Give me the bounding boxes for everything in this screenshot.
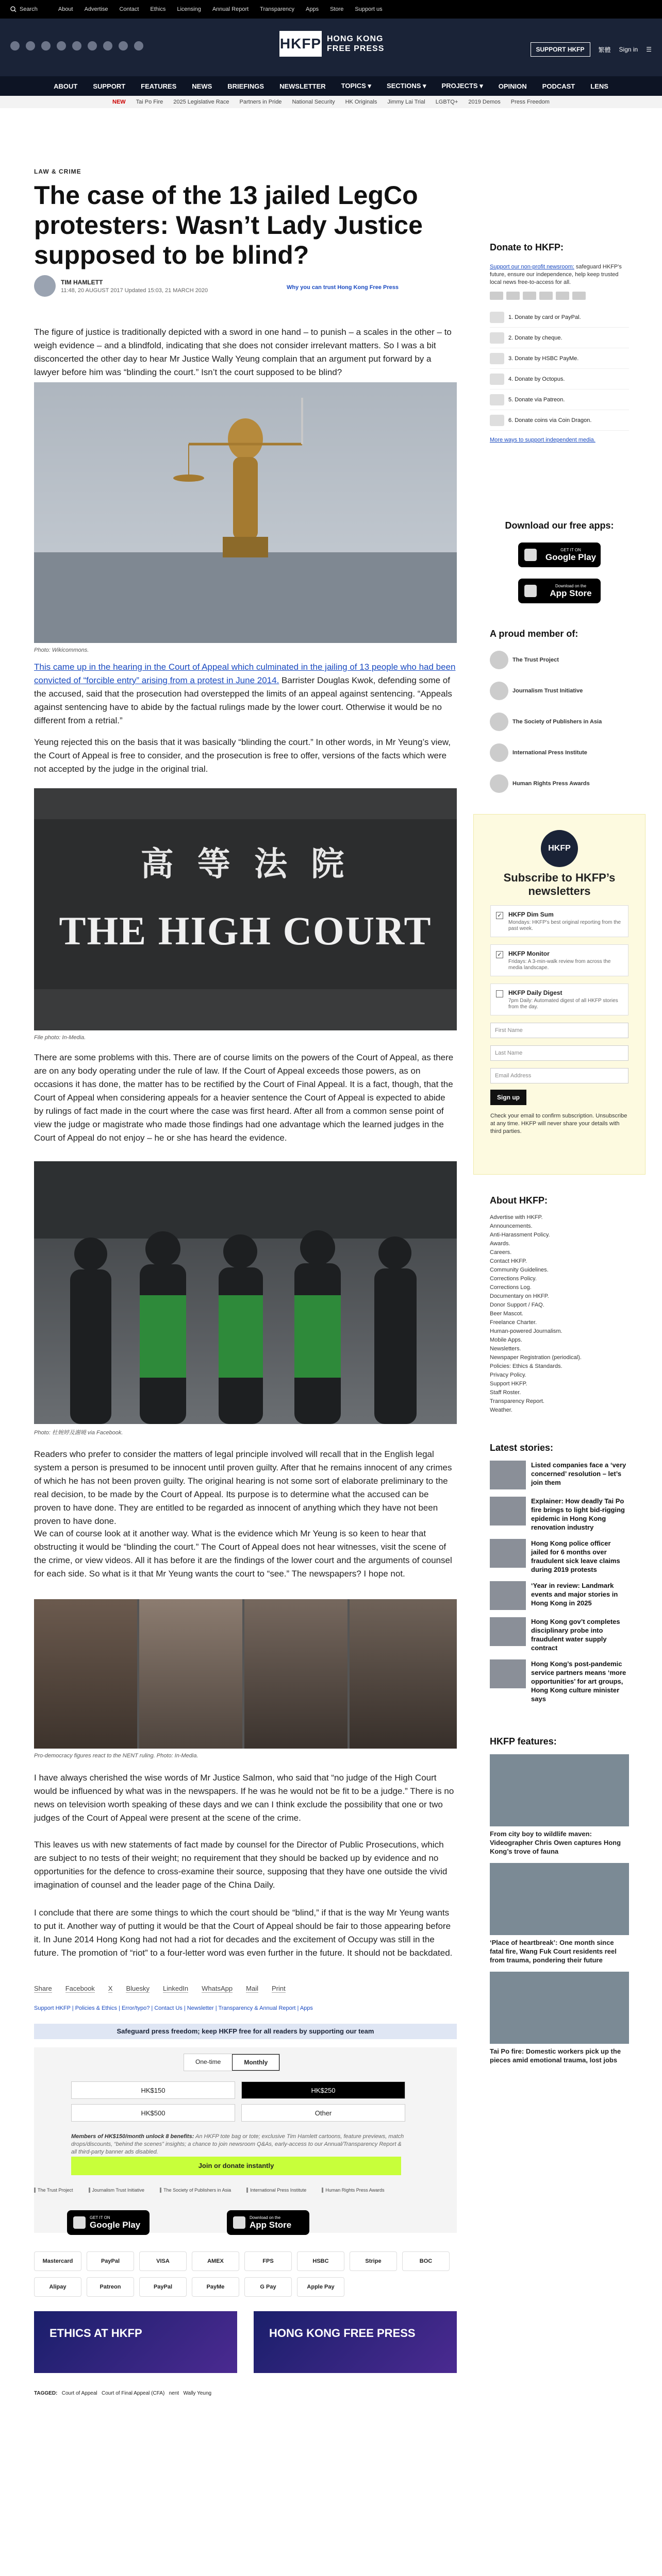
step-label: 4. Donate by Octopus.: [508, 376, 565, 382]
safeguard-banner[interactable]: Safeguard press freedom; keep HKFP free for all readers by supporting our team: [34, 2024, 457, 2039]
ipi-icon: [490, 743, 508, 762]
search-icon: [10, 6, 16, 12]
sign-in-link[interactable]: Sign in: [619, 46, 638, 53]
card-icon: [539, 292, 553, 300]
sidebar-heading: Download our free apps:: [505, 520, 614, 531]
app-store-badge[interactable]: [227, 2210, 309, 2235]
about-links: [490, 1213, 629, 1415]
amount-option[interactable]: HK$500: [71, 2104, 235, 2122]
email-icon[interactable]: [119, 41, 128, 50]
more-ways-link[interactable]: More ways to support independent media.: [490, 437, 595, 443]
about-link[interactable]: Documentary on HKFP.: [490, 1293, 549, 1299]
trending-link[interactable]: 2019 Demos: [468, 99, 501, 105]
story-title: Hong Kong’s post-pandemic service partners means ‘more opportunities’ for art groups, Hong Kong culture minister says: [531, 1660, 626, 1703]
story-thumbnail: [490, 1497, 526, 1526]
bluesky-icon[interactable]: [72, 41, 81, 50]
nav-about[interactable]: ABOUT: [54, 82, 78, 90]
nav-news[interactable]: NEWS: [192, 82, 212, 90]
membership-logo[interactable]: [490, 742, 629, 763]
newsletter-signup: [473, 814, 646, 1175]
membership-name: The Trust Project: [512, 657, 559, 663]
toplink-support[interactable]: Support us: [355, 6, 383, 12]
logo-line1: HONG KONG: [327, 35, 384, 43]
payment-logo[interactable]: Apple Pay: [297, 2277, 344, 2297]
support-links[interactable]: Support HKFP | Policies & Ethics | Error/typo? | Contact Us | Newsletter | Transparency & Annual Report | Apps: [34, 2005, 313, 2011]
one-time-tab[interactable]: One-time: [195, 2058, 221, 2065]
photo-caption: File photo: In-Media.: [34, 1035, 86, 1041]
about-link[interactable]: Careers.: [490, 1249, 512, 1256]
step-icon: [490, 353, 504, 364]
facebook-icon[interactable]: [26, 41, 35, 50]
tagged-label: TAGGED:: [34, 2391, 58, 2396]
nav-lens[interactable]: LENS: [590, 82, 608, 90]
about-link[interactable]: Newsletters.: [490, 1346, 521, 1352]
about-link[interactable]: Contact HKFP.: [490, 1258, 527, 1264]
google-play-icon: [524, 549, 537, 561]
threads-icon[interactable]: [57, 41, 66, 50]
donate-step[interactable]: [490, 369, 629, 389]
step-icon: [490, 415, 504, 426]
payment-logo[interactable]: FPS: [244, 2251, 292, 2271]
payment-logo[interactable]: AMEX: [192, 2251, 239, 2271]
checkbox[interactable]: ✓: [496, 912, 503, 919]
payment-logo[interactable]: VISA: [139, 2251, 187, 2271]
nav-newsletter[interactable]: NEWSLETTER: [279, 82, 326, 90]
tag-link[interactable]: Court of Appeal: [61, 2391, 97, 2396]
story-thumbnail: [490, 1461, 526, 1489]
payment-logo[interactable]: HSBC: [297, 2251, 344, 2271]
main-nav: [0, 76, 662, 96]
latest-story[interactable]: [490, 1659, 629, 1703]
feature-story[interactable]: [490, 1972, 629, 2064]
paragraph: I conclude that there are some things to which the court should be “blind,” if that is the way Mr Yeung wants to put it. Another way of putting it would be that the Court of Appeal should be fair to those appearing before it. In June 2014 Hong Kong had not had a riot for decades and the excitement of Occupy was still in the future. The promotion of “riot” to a four-letter word was even further in the future. It should not be backdated.: [34, 1908, 453, 1958]
amount-option[interactable]: HK$150: [71, 2081, 235, 2099]
donate-step[interactable]: [490, 348, 629, 369]
press-logo[interactable]: The Society of Publishers in Asia: [160, 2188, 231, 2193]
feature-image: [490, 1754, 629, 1826]
frequency-toggle: [184, 2054, 280, 2071]
card-icon: [572, 292, 586, 300]
sidebar-heading: HKFP features:: [490, 1736, 557, 1747]
story-title: Listed companies face a ‘very concerned’ resolution – let’s join them: [531, 1461, 626, 1486]
logo-mark: HKFP: [279, 31, 322, 57]
about-link[interactable]: Corrections Log.: [490, 1284, 532, 1291]
share-x[interactable]: X: [108, 1985, 113, 1992]
step-label: 1. Donate by card or PayPal.: [508, 314, 581, 320]
sidebar-latest: [490, 1443, 629, 1703]
latest-story[interactable]: [490, 1581, 629, 1610]
step-label: 3. Donate by HSBC PayMe.: [508, 355, 579, 362]
payment-logo[interactable]: G Pay: [244, 2277, 292, 2297]
membership-name: Journalism Trust Initiative: [512, 688, 583, 694]
about-link[interactable]: Staff Roster.: [490, 1389, 521, 1396]
badge-small-text: GET IT ON: [90, 2215, 110, 2220]
share-facebook[interactable]: Facebook: [65, 1985, 95, 1992]
header-actions: [531, 42, 652, 57]
paragraph: I have always cherished the wise words of Mr Justice Salmon, who said that “no judge of the High Court would be influenced by what was in the newspapers. If he was he would not be fit to be a judge.” There is no news on television worth speaking of these days and we can I think exclude the possibility that one or two judges of the Court of Appeal were present at the scene of the crime.: [34, 1773, 454, 1823]
about-link[interactable]: Freelance Charter.: [490, 1319, 537, 1326]
nav-features[interactable]: FEATURES: [141, 82, 177, 90]
badge-big-text: App Store: [250, 2219, 292, 2230]
membership-logo[interactable]: [490, 711, 629, 732]
story-thumbnail: [490, 1539, 526, 1568]
trending-nav: [0, 96, 662, 108]
sidebar-donate: [490, 242, 629, 443]
logo-text: [327, 34, 384, 54]
collage-photo: [244, 1599, 347, 1749]
paragraph-text: Barrister Douglas Kwok, defending some of the accused, said that the prosecution had overstepped the limits of an appeal against sentencing. “Appeals against sentencing have to abide by the factual rulings made by the lower court. Otherwise it would be no different from a retrial.”: [34, 675, 452, 725]
about-link[interactable]: Support HKFP.: [490, 1381, 527, 1387]
language-switch[interactable]: 繁體: [598, 46, 611, 54]
membership-name: Human Rights Press Awards: [512, 781, 590, 787]
about-link[interactable]: Newspaper Registration (periodical).: [490, 1354, 582, 1361]
about-link[interactable]: Community Guidelines.: [490, 1267, 549, 1273]
badge-big-text: Google Play: [545, 552, 597, 562]
apple-icon: [233, 2216, 245, 2229]
paragraph: [34, 660, 457, 727]
trending-link[interactable]: National Security: [292, 99, 335, 105]
share-linkedin[interactable]: LinkedIn: [163, 1985, 189, 1992]
sign-up-button[interactable]: Sign up: [490, 1090, 526, 1105]
author-name[interactable]: TIM HAMLETT: [61, 278, 103, 286]
paragraph: There are some problems with this. There are of course limits on the powers of the Court of Appeal, as there are on any body operating under the rule of law. If the Court of Appeal exceeds those powers, as on occasions it has done, the matter has to be rectified by the Court of Final Appeal. It is a fact, though, that the Court of Appeal when considering appeals for a heavier sentence the Court of Appeal is expected to abide by rulings of fact made in the court where the case was first heard. After all from a common sense point of view the judge or magistrate who made those findings had one advantage which the learned judges in the Court of Appeal do not enjoy – he or she has heard the evidence.: [34, 1053, 454, 1143]
card-icon: [506, 292, 520, 300]
membership-note-bold: Members of HK$150/month unlock 8 benefits:: [71, 2133, 194, 2140]
trending-link[interactable]: Press Freedom: [510, 99, 550, 105]
tag-link[interactable]: nent: [169, 2391, 179, 2396]
toplink-annual-report[interactable]: Annual Report: [212, 6, 249, 12]
ethics-promo-banner[interactable]: ETHICS AT HKFP: [34, 2311, 237, 2373]
app-store-badge[interactable]: [518, 579, 601, 603]
sopa-icon: [490, 713, 508, 731]
top-utility-bar: [0, 0, 662, 19]
lady-justice-photo: [34, 382, 457, 643]
about-link[interactable]: Advertise with HKFP.: [490, 1214, 543, 1221]
step-icon: [490, 394, 504, 405]
feature-story[interactable]: [490, 1754, 629, 1856]
membership-logo[interactable]: [490, 650, 629, 670]
toplink-apps[interactable]: Apps: [306, 6, 319, 12]
nav-support[interactable]: SUPPORT: [93, 82, 126, 90]
support-hkfp-button[interactable]: SUPPORT HKFP: [531, 42, 590, 57]
sidebar-heading: Latest stories:: [490, 1443, 554, 1453]
about-link[interactable]: Beer Mascot.: [490, 1311, 523, 1317]
sidebar-about: [490, 1195, 629, 1415]
linkedin-icon[interactable]: [103, 41, 112, 50]
toplink-advertise[interactable]: Advertise: [84, 6, 108, 12]
paragraph: The figure of justice is traditionally depicted with a sword in one hand – to punish – a scales in the other – to weigh evidence – and a blindfold, indicating that she does not consider irrelevant matters. So I was a bit disconcerted the other day to hear Mr Justice Wally Yeung complain that an argument put forward by a lawyer before him was “blinding the court.” Isn’t the court supposed to be blind?: [34, 327, 452, 377]
newsletter-desc: Fridays: A 3-min-walk review from across the media landscape.: [508, 959, 611, 971]
amount-option-selected[interactable]: HK$250: [241, 2081, 405, 2099]
paragraph: We can of course look at it another way. What is the evidence which Mr Yeung is so keen to hear that obstructing it would be “blinding the court.” The Court of Appeal does not hear witnesses, visit the scene of the crime, or view videos. All it has before it are the findings of the lower court and the arguments of counsel for each side. So what is it that Mr Yeung wants the court to “see.” The newspapers? I hope not.: [34, 1529, 452, 1579]
byline: [34, 275, 208, 297]
payment-logo[interactable]: PayPal: [139, 2277, 187, 2297]
story-title: Explainer: How deadly Tai Po fire brings to light bid-rigging epidemic in Hong Kong renovation industry: [531, 1497, 625, 1531]
step-label: 6. Donate coins via Coin Dragon.: [508, 417, 592, 423]
trust-link[interactable]: Why you can trust Hong Kong Free Press: [287, 284, 399, 291]
sidebar-heading: A proud member of:: [490, 629, 578, 639]
feature-title: Tai Po fire: Domestic workers pick up the pieces amid emotional trauma, lost jobs: [490, 2047, 621, 2064]
social-icons: [10, 41, 143, 50]
group-illustration: [34, 1161, 457, 1424]
sidebar-heading: Donate to HKFP:: [490, 242, 564, 252]
payment-logo[interactable]: PayMe: [192, 2277, 239, 2297]
search-label: Search: [20, 6, 38, 12]
nav-opinion[interactable]: OPINION: [498, 82, 527, 90]
about-link[interactable]: Transparency Report.: [490, 1398, 544, 1404]
about-link[interactable]: Donor Support / FAQ.: [490, 1302, 544, 1308]
share-bluesky[interactable]: Bluesky: [126, 1985, 150, 1992]
membership-note-text: An HKFP tote bag or tote; exclusive Tim Hamlett cartoons, feature previews, match drops/discounts, “behind the scenes” insights; a chance to join newsroom Q&As, early-access to our Annual/Transparency Report & all third-party banner ads disabled.: [71, 2133, 404, 2155]
payment-logo[interactable]: Alipay: [34, 2277, 81, 2297]
newsletter-option[interactable]: [490, 905, 628, 937]
share-label: Share: [34, 1985, 52, 1992]
membership-name: International Press Institute: [512, 750, 587, 756]
sidebar-heading: About HKFP:: [490, 1195, 548, 1206]
amount-option-other[interactable]: Other: [241, 2104, 405, 2122]
latest-story[interactable]: [490, 1461, 629, 1489]
instagram-icon[interactable]: [41, 41, 51, 50]
newsletter-title: Subscribe to HKFP’s newsletters: [503, 871, 616, 897]
newsletter-desc: Mondays: HKFP's best original reporting from the past week.: [508, 920, 621, 931]
about-link[interactable]: Weather.: [490, 1407, 512, 1413]
step-label: 2. Donate by cheque.: [508, 334, 562, 341]
press-logo[interactable]: Journalism Trust Initiative: [89, 2188, 145, 2193]
rss-icon[interactable]: [134, 41, 143, 50]
press-logo[interactable]: The Trust Project: [34, 2188, 73, 2193]
card-icon: [490, 292, 503, 300]
share-print[interactable]: Print: [271, 1985, 286, 1992]
article-tags: [34, 2391, 211, 2396]
newsletter-note: Check your email to confirm subscription. Unsubscribe at any time. HKFP will never share your details with third parties.: [490, 1113, 627, 1134]
court-sign-chinese: 高 等 法 院: [140, 845, 351, 884]
photo-caption: Photo: 杜婉婷及謝曉 via Facebook.: [34, 1430, 123, 1436]
trending-link[interactable]: 2025 Legislative Race: [173, 99, 229, 105]
activists-group-photo: [34, 1161, 457, 1424]
paragraph: Readers who prefer to consider the matters of legal principle involved will recall that in the English legal system a person is presumed to be innocent until proven guilty. After that he remains innocent of any crimes of which he has not been proven guilty. The original hearing is not some sort of elaborate preliminary to the real decision, to be made by the Court of Appeal. Its purpose is to determine what the accused can be proven to have done. They are entitled to be regarded as innocent of anything which they have not been proven to have done.: [34, 1449, 452, 1526]
newsletter-name: HKFP Dim Sum: [508, 911, 554, 918]
donate-step[interactable]: [490, 328, 629, 348]
sidebar-memberships: [490, 629, 629, 794]
share-bar: [34, 1985, 286, 1993]
photo-caption: Photo: Wikicommons.: [34, 647, 89, 653]
donate-intro: [490, 263, 629, 286]
card-icon: [556, 292, 569, 300]
app-badges-bottom: [67, 2210, 309, 2235]
feature-story[interactable]: [490, 1863, 629, 1964]
payment-logo[interactable]: BOC: [402, 2251, 450, 2271]
apple-icon: [524, 585, 537, 597]
email-field[interactable]: Email Address: [490, 1068, 628, 1083]
join-donate-button[interactable]: Join or donate instantly: [71, 2157, 401, 2175]
about-link[interactable]: Human-powered Journalism.: [490, 1328, 562, 1334]
youtube-icon[interactable]: [88, 41, 97, 50]
logo-line2: FREE PRESS: [327, 44, 385, 53]
paragraph: Yeung rejected this on the basis that it was basically “blinding the court.” In other words, in Mr Yeung’s view, the Court of Appeal is free to consider, and the prosecution is free to offer, versions of the facts which were not accepted by the judge in the original trial.: [34, 737, 451, 774]
monthly-tab[interactable]: Monthly: [232, 2054, 279, 2071]
payment-logo[interactable]: Patreon: [87, 2277, 134, 2297]
toplink-transparency[interactable]: Transparency: [260, 6, 295, 12]
checkbox[interactable]: ✓: [496, 951, 503, 958]
nav-briefings[interactable]: BRIEFINGS: [227, 82, 264, 90]
hkfp-promo-banner[interactable]: HONG KONG FREE PRESS: [254, 2311, 457, 2373]
badge-small-text: Download on the: [555, 583, 587, 588]
donate-intro-link[interactable]: Support our non-profit newsroom:: [490, 264, 574, 270]
story-thumbnail: [490, 1617, 526, 1646]
latest-story[interactable]: [490, 1539, 629, 1574]
share-mail[interactable]: Mail: [246, 1985, 258, 1992]
newsletter-desc: 7pm Daily: Automated digest of all HKFP stories from the day.: [508, 998, 618, 1010]
step-label: 5. Donate via Patreon.: [508, 396, 565, 403]
toplink-about[interactable]: About: [58, 6, 73, 12]
feature-title: ‘Place of heartbreak’: One month since fatal fire, Wang Fuk Court residents reel from trauma, pondering their future: [490, 1939, 617, 1964]
badge-small-text: GET IT ON: [560, 547, 581, 552]
collage-photo: [350, 1599, 457, 1749]
article-title: The case of the 13 jailed LegCo protesters: Wasn’t Lady Justice supposed to be blind?: [34, 181, 423, 269]
photo-caption: Pro-democracy figures react to the NENT ruling. Photo: In-Media.: [34, 1753, 198, 1759]
membership-logo[interactable]: [490, 773, 629, 794]
about-link[interactable]: Privacy Policy.: [490, 1372, 526, 1378]
about-link[interactable]: Awards.: [490, 1241, 510, 1247]
trending-link[interactable]: HK Originals: [345, 99, 377, 105]
nav-topics[interactable]: TOPICS ▾: [341, 82, 371, 90]
mini-payment-icons: [490, 292, 629, 300]
about-link[interactable]: Policies: Ethics & Standards.: [490, 1363, 562, 1369]
step-icon: [490, 312, 504, 323]
story-thumbnail: [490, 1581, 526, 1610]
donate-step[interactable]: [490, 410, 629, 431]
about-link[interactable]: Corrections Policy.: [490, 1276, 537, 1282]
trending-link[interactable]: Jimmy Lai Trial: [387, 99, 425, 105]
press-logo[interactable]: Human Rights Press Awards: [322, 2188, 384, 2193]
new-badge: NEW: [112, 99, 126, 105]
pro-democracy-figures-collage: [34, 1599, 457, 1749]
article-link[interactable]: This came up in the hearing in the Court of Appeal which culminated in the jailing of 13 people who had been convicted of “forcible entry” arising from a protest in June 2014.: [34, 662, 456, 685]
story-title: ‘Year in review: Landmark events and major stories in Hong Kong in 2025: [531, 1582, 618, 1607]
newsletter-option[interactable]: [490, 984, 628, 1015]
badge-big-text: App Store: [550, 588, 592, 598]
donate-step[interactable]: [490, 389, 629, 410]
court-sign-english: THE HIGH COURT: [59, 908, 432, 953]
payment-methods: [34, 2251, 450, 2297]
membership-logo[interactable]: [490, 681, 629, 701]
step-icon: [490, 374, 504, 385]
story-thumbnail: [490, 1659, 526, 1688]
site-header: [0, 19, 662, 76]
newsletter-logo: HKFP: [541, 830, 578, 867]
trending-link[interactable]: Tai Po Fire: [136, 99, 163, 105]
press-logo[interactable]: International Press Institute: [246, 2188, 306, 2193]
tag-link[interactable]: Court of Final Appeal (CFA): [102, 2391, 165, 2396]
x-icon[interactable]: [10, 41, 20, 50]
about-link[interactable]: Announcements.: [490, 1223, 533, 1229]
newsletter-option[interactable]: [490, 944, 628, 976]
payment-logo[interactable]: Mastercard: [34, 2251, 81, 2271]
newsletter-name: HKFP Daily Digest: [508, 989, 562, 996]
checkbox[interactable]: [496, 990, 503, 997]
google-play-icon: [73, 2216, 86, 2229]
story-title: Hong Kong police officer jailed for 6 months over fraudulent sick leave claims during 2019 protests: [531, 1539, 620, 1573]
collage-photo: [139, 1599, 242, 1749]
about-link[interactable]: Anti-Harassment Policy.: [490, 1232, 550, 1238]
jti-icon: [490, 682, 508, 700]
card-icon: [523, 292, 536, 300]
step-icon: [490, 332, 504, 344]
membership-note: [71, 2133, 406, 2156]
toplink-licensing[interactable]: Licensing: [177, 6, 201, 12]
membership-name: The Society of Publishers in Asia: [512, 719, 602, 725]
google-play-badge[interactable]: [67, 2210, 150, 2235]
latest-story[interactable]: [490, 1617, 629, 1652]
badge-small-text: Download on the: [250, 2215, 281, 2220]
google-play-badge[interactable]: [518, 543, 601, 567]
paragraph: This leaves us with new statements of fact made by counsel for the Director of Public Prosecutions, which are subject to no tests of their weight; no requirement that they should be backed up by evidence and no opportunities for the defence to cross-examine their source, supposing that they have one outside the vivid imagination of counsel and the leader page of the China Daily.: [34, 1840, 448, 1890]
feature-image: [490, 1863, 629, 1935]
menu-icon[interactable]: ☰: [646, 46, 652, 53]
nav-podcast[interactable]: PODCAST: [542, 82, 575, 90]
feature-title: From city boy to wildlife maven: Videographer Chris Owen captures Hong Kong’s trove of fauna: [490, 1830, 621, 1855]
trending-link[interactable]: Partners in Pride: [239, 99, 282, 105]
newsletter-name: HKFP Monitor: [508, 950, 550, 957]
first-name-field[interactable]: First Name: [490, 1023, 628, 1038]
latest-story[interactable]: [490, 1497, 629, 1532]
toplink-contact[interactable]: Contact: [119, 6, 139, 12]
search-toggle[interactable]: [10, 6, 38, 12]
payment-logo[interactable]: Stripe: [350, 2251, 397, 2271]
story-title: Hong Kong gov’t completes disciplinary probe into fraudulent water supply contract: [531, 1618, 620, 1652]
donate-step[interactable]: [490, 307, 629, 328]
last-name-field[interactable]: Last Name: [490, 1045, 628, 1061]
sidebar-features: [490, 1736, 629, 2064]
article-category[interactable]: LAW & CRIME: [34, 168, 81, 175]
author-avatar: [34, 275, 56, 297]
sidebar-apps: [490, 520, 629, 603]
donation-widget: [34, 2047, 457, 2233]
share-whatsapp[interactable]: WhatsApp: [202, 1985, 233, 1992]
trending-link[interactable]: LGBTQ+: [435, 99, 458, 105]
statue-illustration: [34, 382, 457, 643]
hrpa-icon: [490, 774, 508, 793]
toplink-store[interactable]: Store: [330, 6, 344, 12]
tag-link[interactable]: Wally Yeung: [183, 2391, 212, 2396]
publish-meta: 11:48, 20 AUGUST 2017 Updated 15:03, 21 MARCH 2020: [61, 287, 208, 294]
collage-photo: [34, 1599, 137, 1749]
toplink-ethics[interactable]: Ethics: [150, 6, 166, 12]
donate-steps: [490, 307, 629, 431]
site-logo[interactable]: [279, 31, 384, 57]
badge-big-text: Google Play: [90, 2219, 141, 2230]
trust-project-icon: [490, 651, 508, 669]
feature-image: [490, 1972, 629, 2044]
nav-sections[interactable]: SECTIONS ▾: [386, 82, 426, 90]
donate-intro-text: safeguard HKFP's future, ensure our independence, help keep trusted local news free-to-access for all.: [490, 264, 622, 285]
nav-projects[interactable]: PROJECTS ▾: [441, 82, 483, 90]
about-link[interactable]: Mobile Apps.: [490, 1337, 522, 1343]
press-logos: [34, 2188, 385, 2193]
payment-logo[interactable]: PayPal: [87, 2251, 134, 2271]
high-court-photo: [34, 788, 457, 1030]
